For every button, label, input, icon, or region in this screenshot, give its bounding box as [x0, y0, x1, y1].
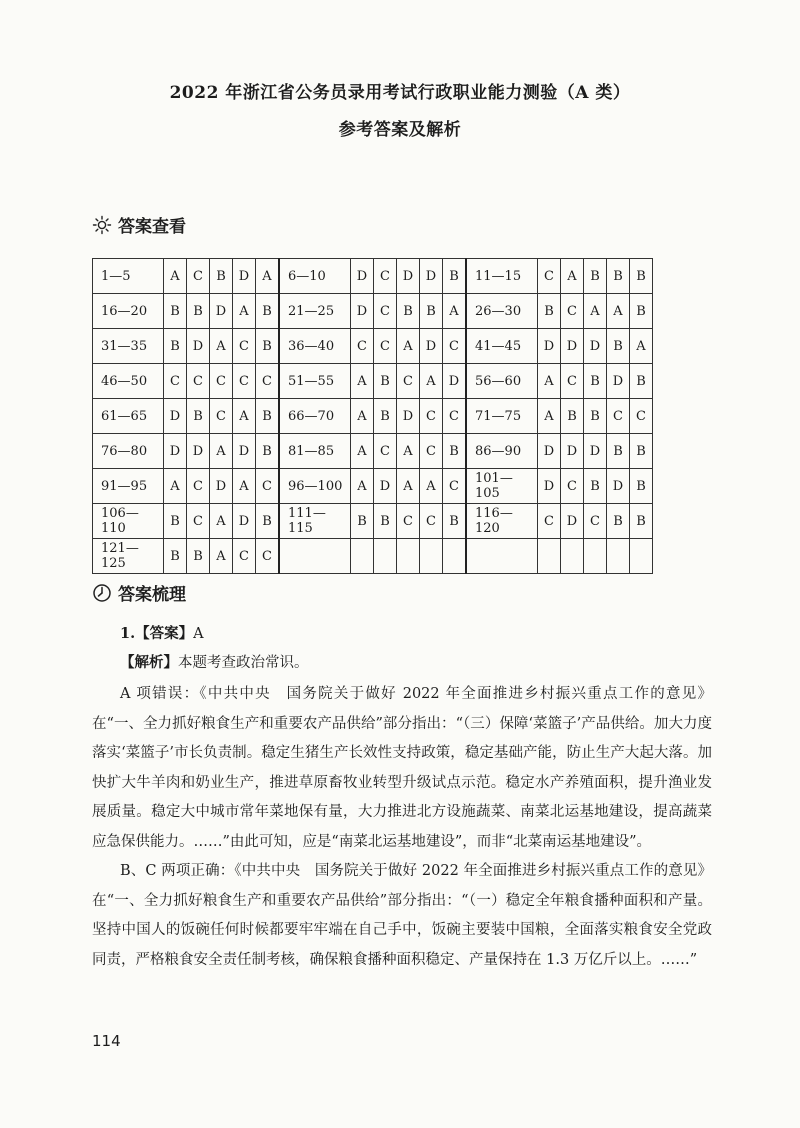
answer-letter: B — [164, 504, 187, 539]
answer-letter: C — [233, 539, 256, 574]
q1-answer-value: A — [193, 626, 204, 642]
answer-letter: A — [584, 294, 607, 329]
answer-letter: B — [607, 329, 630, 364]
answer-letter: B — [607, 504, 630, 539]
answer-letter: C — [561, 469, 584, 504]
review-section-heading — [92, 580, 186, 605]
answer-letter: C — [420, 504, 443, 539]
answer-letter: D — [374, 469, 397, 504]
answer-letter: D — [561, 329, 584, 364]
answer-letter: A — [607, 294, 630, 329]
question-range: 96—100 — [279, 469, 351, 504]
answer-letter: A — [210, 504, 233, 539]
q1-analysis-label: 【解析】 — [120, 654, 178, 671]
answer-letter: D — [233, 504, 256, 539]
answer-letter: B — [630, 504, 653, 539]
answer-letter: D — [187, 434, 210, 469]
q1-answer-line — [120, 622, 204, 643]
question-range: 1—5 — [93, 259, 164, 294]
answer-letter: B — [584, 399, 607, 434]
answer-letter — [584, 539, 607, 574]
answer-letter: C — [164, 364, 187, 399]
answer-letter: D — [397, 399, 420, 434]
answer-letter: B — [584, 469, 607, 504]
answer-letter: C — [187, 259, 210, 294]
answer-letter: C — [420, 434, 443, 469]
answer-letter: A — [164, 469, 187, 504]
answer-letter: D — [233, 434, 256, 469]
answer-letter — [538, 539, 561, 574]
answer-letter: A — [256, 259, 280, 294]
answer-letter: D — [584, 329, 607, 364]
answer-letter: C — [397, 364, 420, 399]
answer-letter: A — [538, 364, 561, 399]
answer-letter: D — [187, 329, 210, 364]
q1-explanation — [92, 680, 712, 975]
q1-paragraph-a: A 项错误：《中共中央 国务院关于做好 2022 年全面推进乡村振兴重点工作的意见》在“一、全力抓好粮食生产和重要农产品供给”部分指出：“（三）保障‘菜篮子’产品供给。加大力度落实‘菜篮子’市长负责制。稳定生猪生产长效性支持政策，稳定基础产能，防止生产大起大落。加快扩大牛羊肉和奶业生产，推进草原畜牧业转型升级试点示范。稳定水产养殖面积，提升渔业发展质量。稳定大中城市常年菜地保有量，大力推进北方设施蔬菜、南菜北运基地建设，提高蔬菜应急保供能力。……”由此可知，应是“南菜北运基地建设”，而非“北菜南运基地建设”。 — [92, 686, 712, 850]
question-range: 116—120 — [466, 504, 538, 539]
answer-letter: B — [630, 294, 653, 329]
answer-letter: B — [164, 539, 187, 574]
answer-letter: C — [374, 434, 397, 469]
question-range: 86—90 — [466, 434, 538, 469]
answer-letter: D — [420, 329, 443, 364]
sun-icon — [92, 215, 112, 235]
answer-letter: D — [210, 469, 233, 504]
answer-row — [93, 434, 653, 469]
answer-letter: D — [538, 329, 561, 364]
question-range: 61—65 — [93, 399, 164, 434]
answer-letter: B — [630, 469, 653, 504]
answer-letter: C — [187, 469, 210, 504]
question-range: 81—85 — [279, 434, 351, 469]
answer-letter: B — [164, 294, 187, 329]
answer-letter: D — [397, 259, 420, 294]
answer-letter: A — [233, 399, 256, 434]
answer-row — [93, 364, 653, 399]
answer-letter: B — [420, 294, 443, 329]
answer-letter: C — [584, 504, 607, 539]
question-range: 36—40 — [279, 329, 351, 364]
answer-letter: C — [187, 364, 210, 399]
answer-letter: C — [561, 294, 584, 329]
answer-letter: A — [351, 469, 374, 504]
answer-letter: C — [443, 469, 467, 504]
answer-letter: C — [443, 329, 467, 364]
answer-letter: B — [210, 259, 233, 294]
answer-letter: A — [397, 469, 420, 504]
answer-letter — [630, 539, 653, 574]
answer-letter: B — [187, 539, 210, 574]
question-range: 16—20 — [93, 294, 164, 329]
answer-letter: D — [607, 469, 630, 504]
answer-letter: D — [164, 399, 187, 434]
answer-letter: B — [443, 434, 467, 469]
answer-letter: D — [443, 364, 467, 399]
answer-letter: D — [561, 504, 584, 539]
q1-analysis-line — [120, 651, 309, 672]
answer-letter: B — [256, 329, 280, 364]
answers-section-heading — [92, 212, 186, 237]
answer-letter: A — [351, 399, 374, 434]
answer-letter: A — [233, 294, 256, 329]
answer-letter: D — [351, 294, 374, 329]
answer-letter: B — [164, 329, 187, 364]
answer-letter: C — [630, 399, 653, 434]
answer-letter: B — [374, 399, 397, 434]
q1-paragraph-bc: B、C 两项正确：《中共中央 国务院关于做好 2022 年全面推进乡村振兴重点工作的意见》在“一、全力抓好粮食生产和重要农产品供给”部分指出：“（一）稳定全年粮食播种面积和产量。坚持中国人的饭碗任何时候都要牢牢端在自己手中，饭碗主要装中国粮，全面落实粮食安全党政同责，严格粮食安全责任制考核，确保粮食播种面积稳定、产量保持在 1.3 万亿斤以上。……” — [92, 863, 712, 968]
answer-letter: B — [374, 504, 397, 539]
question-range: 91—95 — [93, 469, 164, 504]
answer-letter: C — [443, 399, 467, 434]
answer-letter — [561, 539, 584, 574]
answer-letter: A — [630, 329, 653, 364]
answer-letter — [420, 539, 443, 574]
question-range — [279, 539, 351, 574]
answer-letter: B — [187, 399, 210, 434]
answer-letter: D — [561, 434, 584, 469]
answer-letter: C — [397, 504, 420, 539]
answer-letter: B — [256, 294, 280, 329]
review-heading-text: 答案梳理 — [118, 585, 186, 605]
answer-row — [93, 329, 653, 364]
answer-letter: B — [397, 294, 420, 329]
answer-letter: C — [374, 259, 397, 294]
question-range: 6—10 — [279, 259, 351, 294]
answer-letter — [443, 539, 467, 574]
question-range: 71—75 — [466, 399, 538, 434]
answer-letter: D — [584, 434, 607, 469]
question-range: 106—110 — [93, 504, 164, 539]
answer-row — [93, 539, 653, 574]
answer-letter: D — [164, 434, 187, 469]
answer-letter: C — [233, 364, 256, 399]
question-range: 111—115 — [279, 504, 351, 539]
question-range — [466, 539, 538, 574]
answer-row — [93, 294, 653, 329]
answer-letter: D — [210, 294, 233, 329]
question-range: 101—105 — [466, 469, 538, 504]
answer-letter: A — [538, 399, 561, 434]
answer-letter: B — [443, 504, 467, 539]
question-range: 76—80 — [93, 434, 164, 469]
question-range: 51—55 — [279, 364, 351, 399]
question-range: 121—125 — [93, 539, 164, 574]
answer-letter: D — [607, 364, 630, 399]
answer-letter: D — [538, 434, 561, 469]
answer-letter: C — [256, 539, 280, 574]
answer-letter: A — [210, 329, 233, 364]
answer-row — [93, 399, 653, 434]
answer-letter: C — [256, 364, 280, 399]
question-range: 66—70 — [279, 399, 351, 434]
answer-letter: C — [538, 259, 561, 294]
answer-letter: B — [256, 399, 280, 434]
question-range: 41—45 — [466, 329, 538, 364]
answer-letter: B — [443, 259, 467, 294]
answer-letter — [397, 539, 420, 574]
answer-letter: B — [187, 294, 210, 329]
answer-letter: A — [397, 329, 420, 364]
answer-letter — [607, 539, 630, 574]
answer-letter: C — [187, 504, 210, 539]
answer-letter: C — [233, 329, 256, 364]
answer-letter — [351, 539, 374, 574]
answer-letter: B — [374, 364, 397, 399]
answer-letter: B — [607, 259, 630, 294]
answer-letter: B — [607, 434, 630, 469]
answer-letter: B — [256, 504, 280, 539]
answer-letter: B — [538, 294, 561, 329]
answer-letter: D — [233, 259, 256, 294]
answer-letter: A — [420, 469, 443, 504]
answer-letter: C — [607, 399, 630, 434]
answer-letter: A — [210, 434, 233, 469]
question-range: 21—25 — [279, 294, 351, 329]
answer-letter: C — [538, 504, 561, 539]
answer-letter — [374, 539, 397, 574]
answer-letter: B — [630, 259, 653, 294]
answer-letter: C — [561, 364, 584, 399]
answer-letter: B — [351, 504, 374, 539]
answer-letter: B — [584, 259, 607, 294]
answer-letter: D — [420, 259, 443, 294]
answer-letter: A — [351, 434, 374, 469]
answer-letter: C — [374, 294, 397, 329]
answer-row — [93, 504, 653, 539]
answer-letter: C — [420, 399, 443, 434]
answers-heading-text: 答案查看 — [118, 217, 186, 237]
answer-letter: C — [374, 329, 397, 364]
page-title: 2022 年浙江省公务员录用考试行政职业能力测验（A 类） — [169, 83, 631, 103]
page-number: 114 — [92, 1032, 121, 1050]
answer-letter: A — [561, 259, 584, 294]
answer-letter: A — [210, 539, 233, 574]
answer-letter: C — [256, 469, 280, 504]
answer-letter: A — [164, 259, 187, 294]
q1-analysis-text: 本题考查政治常识。 — [178, 655, 309, 671]
page-subtitle: 参考答案及解析 — [338, 120, 462, 140]
question-range: 56—60 — [466, 364, 538, 399]
answer-letter: C — [210, 364, 233, 399]
answer-letter: D — [351, 259, 374, 294]
answer-letter: B — [630, 434, 653, 469]
question-range: 46—50 — [93, 364, 164, 399]
q1-answer-label: 1.【答案】 — [120, 625, 194, 642]
answer-letter: B — [584, 364, 607, 399]
question-range: 26—30 — [466, 294, 538, 329]
answer-row — [93, 469, 653, 504]
answer-letter: A — [233, 469, 256, 504]
answer-letter: B — [561, 399, 584, 434]
clock-icon — [92, 583, 112, 603]
answer-letter: C — [351, 329, 374, 364]
answer-letter: B — [256, 434, 280, 469]
question-range: 31—35 — [93, 329, 164, 364]
answer-letter: A — [420, 364, 443, 399]
answer-letter: A — [443, 294, 467, 329]
answer-table — [92, 258, 653, 574]
answer-letter: D — [538, 469, 561, 504]
answer-letter: A — [397, 434, 420, 469]
answer-letter: A — [351, 364, 374, 399]
answer-row — [93, 259, 653, 294]
question-range: 11—15 — [466, 259, 538, 294]
answer-letter: C — [210, 399, 233, 434]
answer-letter: B — [630, 364, 653, 399]
